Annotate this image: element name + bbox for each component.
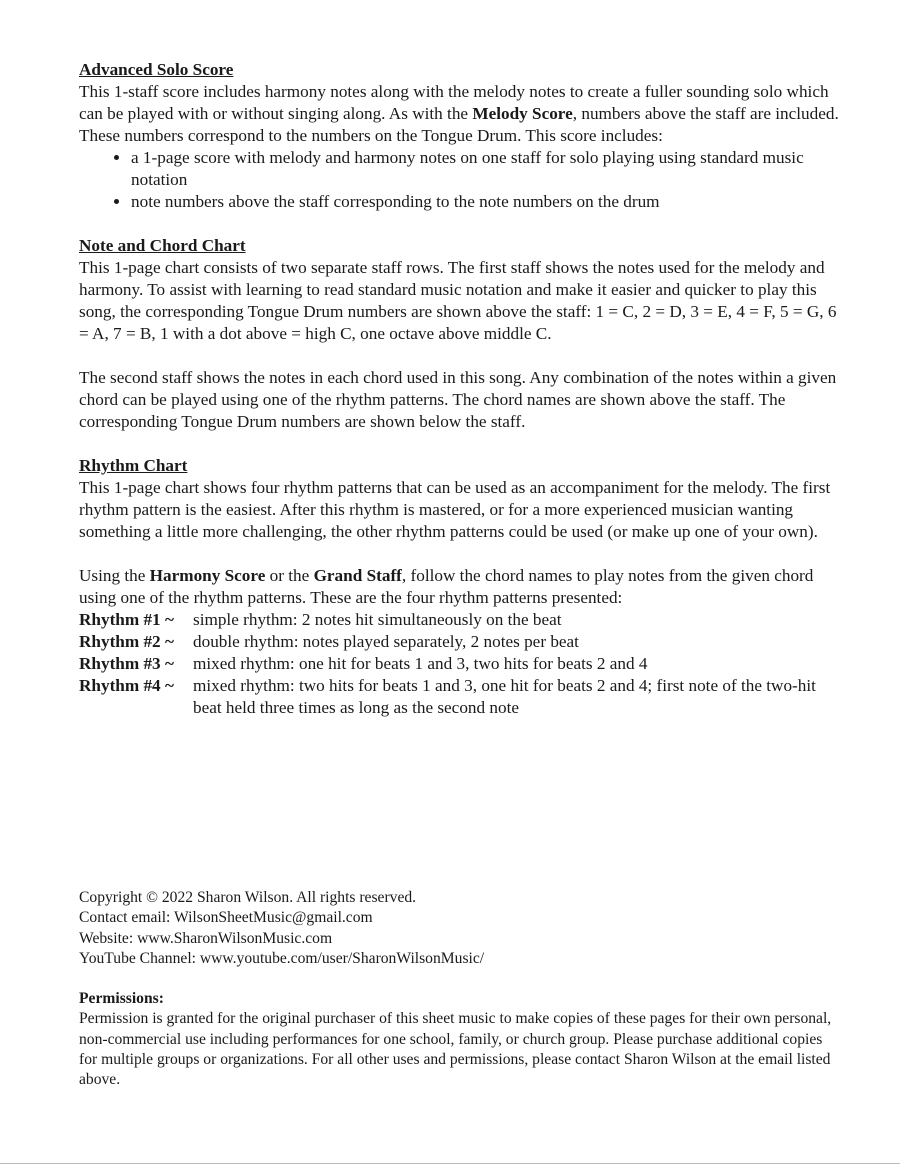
contact-email-line: Contact email: WilsonSheetMusic@gmail.com <box>79 909 373 927</box>
list-item: • note numbers above the staff corresponding to the note numbers on the drum <box>131 191 839 213</box>
rhythm-item <box>79 675 839 719</box>
note-chord-chart-section <box>79 235 839 433</box>
rhythm-description: simple rhythm: 2 notes hit simultaneously on the beat <box>193 610 562 629</box>
permissions-text: Permission is granted for the original purchaser of this sheet music to make copies of these pages for their own personal, non-commercial use including performances for one school, family, or church group. Please purchase additional copies for multiple groups or organizations. For all other uses and permissions, please contact Sharon Wilson at the email listed above. <box>79 1010 832 1089</box>
rhythm-label: Rhythm #4 ~ <box>79 676 174 695</box>
grand-staff-bold: Grand Staff <box>313 566 402 585</box>
note-chord-paragraph-1: This 1-page chart consists of two separate staff rows. The first staff shows the notes used for the melody and harmony. To assist with learning to read standard music notation and make it easier and quicker to play this song, the corresponding Tongue Drum numbers are shown above the staff: 1 = C, 2 = D, 3 = E, 4 = F, 5 = G, 6 = A, 7 = B, 1 with a dot above = high C, one octave above middle C. <box>79 258 837 343</box>
rhythm-item <box>79 653 839 675</box>
rhythm-label: Rhythm #1 ~ <box>79 610 174 629</box>
rhythm-description: double rhythm: notes played separately, 2 notes per beat <box>193 632 579 651</box>
advanced-solo-score-section <box>79 59 839 213</box>
note-chord-paragraph-2: The second staff shows the notes in each chord used in this song. Any combination of the notes within a given chord can be played using one of the rhythm patterns. The chord names are shown above the staff. The corresponding Tongue Drum numbers are shown below the staff. <box>79 368 837 431</box>
website-line: Website: www.SharonWilsonMusic.com <box>79 929 333 947</box>
rhythm-paragraph-1: This 1-page chart shows four rhythm patterns that can be used as an accompaniment for the melody. The first rhythm pattern is the easiest. After this rhythm is mastered, or for a more experienced musician wanting something a little more challenging, the other rhythm patterns could be used (or make up one of your own). <box>79 478 831 541</box>
youtube-line: YouTube Channel: www.youtube.com/user/SharonWilsonMusic/ <box>79 949 485 967</box>
advanced-solo-score-heading: Advanced Solo Score <box>79 60 234 79</box>
rhythm-chart-section <box>79 455 839 719</box>
footer <box>79 888 839 1091</box>
advanced-solo-score-intro <box>79 81 839 147</box>
permissions-block <box>79 989 839 1090</box>
melody-score-bold: Melody Score <box>472 104 573 123</box>
note-chord-chart-heading: Note and Chord Chart <box>79 236 246 255</box>
rhythm-item <box>79 631 839 653</box>
rhythm-label: Rhythm #3 ~ <box>79 654 174 673</box>
rhythm-item <box>79 609 839 631</box>
harmony-score-bold: Harmony Score <box>149 566 266 585</box>
p2-text-a: Using the <box>79 566 150 585</box>
list-item: • a 1-page score with melody and harmony notes on one staff for solo playing using standard music notation <box>131 147 839 191</box>
copyright-line: Copyright © 2022 Sharon Wilson. All rights reserved. <box>79 889 417 906</box>
intro-text-a: This 1-staff score includes harmony notes along with the melody notes to create a fuller sounding solo which can be played with or without singing along. As with the <box>79 82 829 123</box>
p2-text-c: , follow the chord names to play notes from the given chord using one of the rhythm patterns. These are the four rhythm patterns presented: <box>79 566 814 607</box>
p2-text-b: or the <box>265 566 314 585</box>
rhythm-chart-heading: Rhythm Chart <box>79 456 188 475</box>
score-includes-list <box>79 147 839 213</box>
intro-text-b: , numbers above the staff are included. These numbers correspond to the numbers on the Tongue Drum. This score includes: <box>79 104 839 145</box>
document-body <box>79 59 839 719</box>
rhythm-description: mixed rhythm: two hits for beats 1 and 3, one hit for beats 2 and 4; first note of the two-hit beat held three times as long as the second note <box>193 676 816 717</box>
rhythm-label: Rhythm #2 ~ <box>79 632 174 651</box>
permissions-title: Permissions: <box>79 990 164 1008</box>
rhythm-description: mixed rhythm: one hit for beats 1 and 3, two hits for beats 2 and 4 <box>193 654 648 673</box>
rhythm-paragraph-2 <box>79 565 839 609</box>
